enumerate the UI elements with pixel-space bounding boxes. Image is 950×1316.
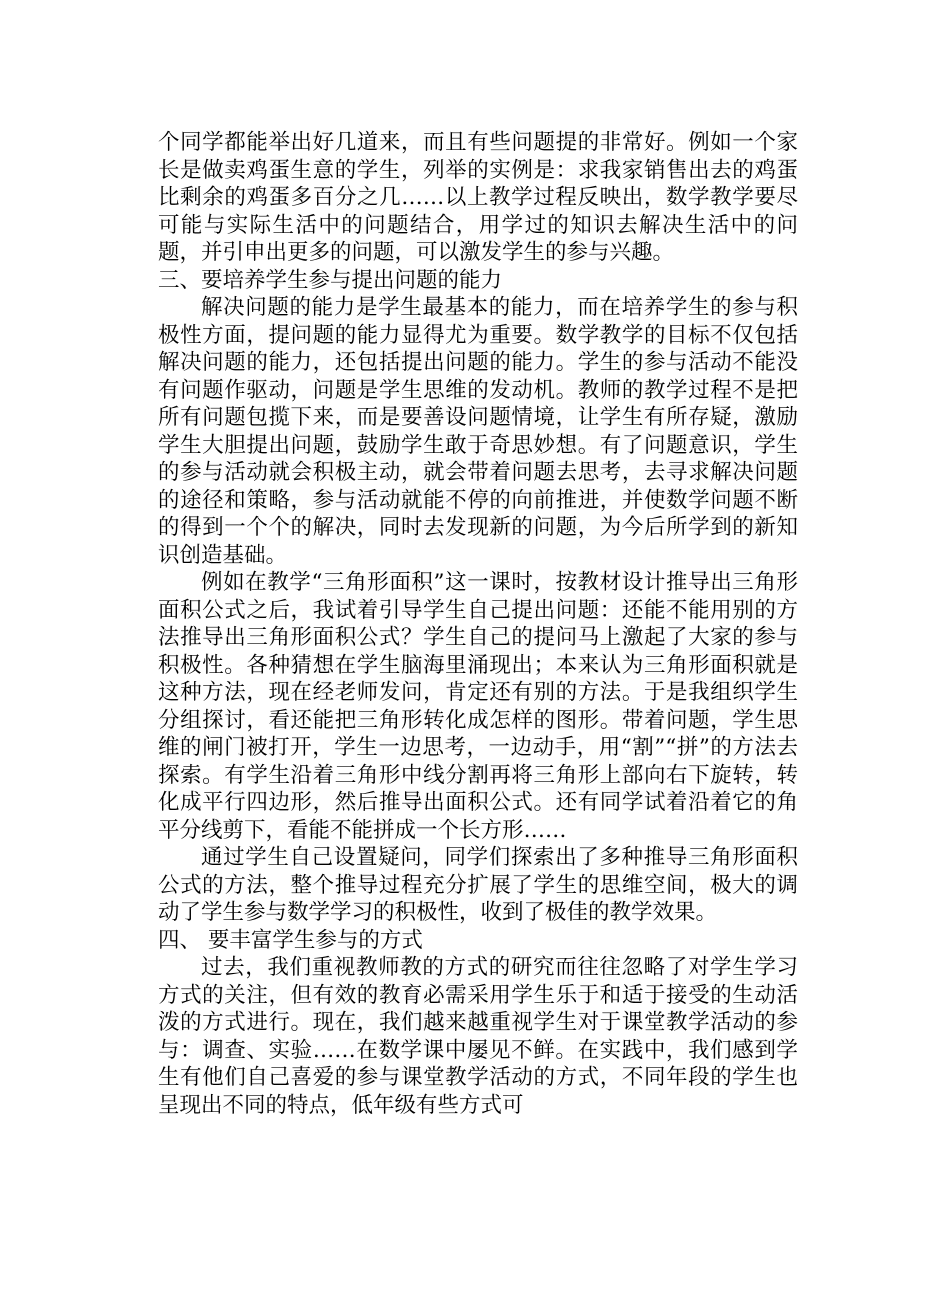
paragraph-participation-methods: 过去，我们重视教师教的方式的研究而往往忽略了对学生学习方式的关注，但有效的教育必需采用学生乐于和适于接受的生动活泼的方式进行。现在，我们越来越重视学生对于课堂教学活动的参与：调查、实验……在数学课中屡见不鲜。在实践中，我们感到学生有他们自己喜爱的参与课堂教学活动的方式，不同年段的学生也呈现出不同的特点，低年级有些方式可 [158, 955, 798, 1118]
paragraph-continuation: 个同学都能举出好几道来，而且有些问题提的非常好。例如一个家长是做卖鸡蛋生意的学生，列举的实例是：求我家销售出去的鸡蛋比剩余的鸡蛋多百分之几……以上教学过程反映出，数学教学要尽可能与实际生活中的问题结合，用学过的知识去解决生活中的问题，并引申出更多的问题，可以激发学生的参与兴趣。 [158, 130, 798, 265]
paragraph-triangle-example: 例如在教学“三角形面积”这一课时，按教材设计推导出三角形面积公式之后，我试着引导学生自己提出问题：还能不能用别的方法推导出三角形面积公式？学生自己的提问马上激起了大家的参与积极性。各种猜想在学生脑海里涌现出；本来认为三角形面积就是这种方法，现在经老师发问，肯定还有别的方法。于是我组织学生分组探讨，看还能把三角形转化成怎样的图形。带着问题，学生思维的闸门被打开，学生一边思考，一边动手，用“割”“拼”的方法去探索。有学生沿着三角形中线分割再将三角形上部向右下旋转，转化成平行四边形，然后推导出面积公式。还有同学试着沿着它的角平分线剪下，看能不能拼成一个长方形…… [158, 570, 798, 843]
paragraph-conclusion: 通过学生自己设置疑问，同学们探索出了多种推导三角形面积公式的方法，整个推导过程充分扩展了学生的思维空间，极大的调动了学生参与数学学习的积极性，收到了极佳的教学效果。 [158, 845, 798, 925]
section-heading-4: 四、 要丰富学生参与的方式 [158, 927, 423, 953]
section-heading-3: 三、要培养学生参与提出问题的能力 [158, 267, 503, 293]
document-page [158, 129, 798, 1119]
paragraph-problem-ability: 解决问题的能力是学生最基本的能力，而在培养学生的参与积极性方面，提问题的能力显得尤为重要。数学教学的目标不仅包括解决问题的能力，还包括提出问题的能力。学生的参与活动不能没有问题作驱动，问题是学生思维的发动机。教师的教学过程不是把所有问题包揽下来，而是要善设问题情境，让学生有所存疑，激励学生大胆提出问题，鼓励学生敢于奇思妙想。有了问题意识，学生的参与活动就会积极主动，就会带着问题去思考，去寻求解决问题的途径和策略，参与活动就能不停的向前推进，并使数学问题不断的得到一个个的解决，同时去发现新的问题，为今后所学到的新知识创造基础。 [158, 295, 798, 568]
